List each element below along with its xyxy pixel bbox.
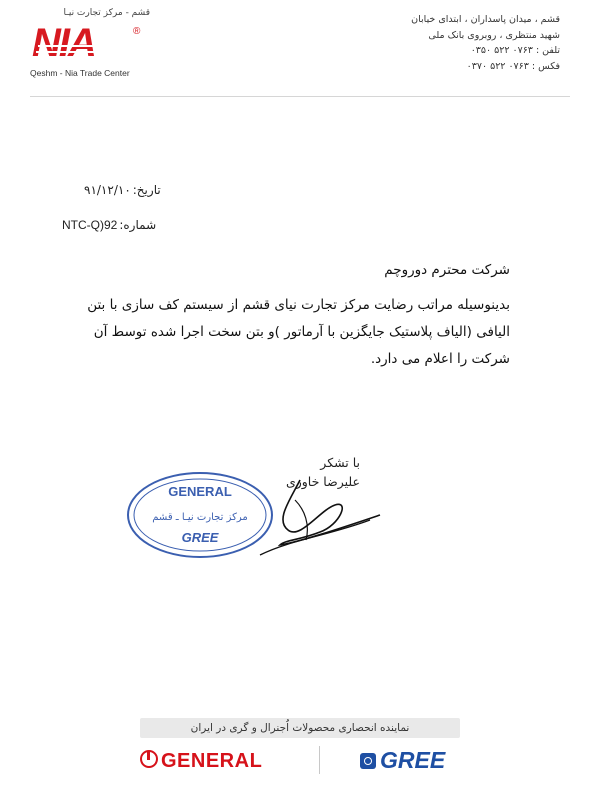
address-line: قشم ، میدان پاسداران ، ابتدای خیابان: [411, 14, 560, 25]
letter-body: [70, 257, 510, 373]
gree-logo: [360, 747, 445, 774]
gree-logo-text: GREE: [380, 747, 446, 773]
body-line: شرکت را اعلام می دارد.: [370, 351, 510, 367]
number-line: [62, 218, 156, 232]
nia-logo: [30, 22, 150, 66]
header-divider: [30, 96, 570, 97]
handwritten-signature: [240, 470, 390, 565]
general-logo: [140, 750, 262, 773]
address-line: شهید منتظری ، روبروی بانک ملی: [428, 29, 560, 41]
logo-top-text: قشم - مرکز تجارت نیـا: [63, 8, 150, 18]
number-value: NTC-Q)92: [62, 218, 118, 232]
logo-subtitle: Qeshm - Nia Trade Center: [30, 68, 130, 78]
company-address: [360, 12, 560, 74]
general-power-icon: [140, 750, 158, 768]
logo-registered: ®: [133, 26, 141, 37]
phone-line: تلفن : ۰۷۶۳ ۵۲۲ ۰۳۵۰: [470, 45, 560, 56]
stamp-top-text: GENERAL: [168, 484, 232, 499]
number-label: شماره:: [119, 218, 157, 232]
body-line: الیافی (الیاف پلاستیک جایگزین با آرماتور )و بتن سخت اجرا شده توسط آن: [93, 324, 510, 340]
gree-mark-icon: [360, 753, 376, 769]
date-value: ۹۱/۱۲/۱۰: [84, 183, 131, 197]
company-logo-block: [30, 8, 150, 78]
footer-logos: [0, 740, 600, 780]
stamp-middle-text: مرکز تجارت نیـا ـ قشم: [152, 512, 248, 523]
footer-divider: [319, 746, 320, 774]
footer-tagline: نماینده انحصاری محصولات اُجنرال و گری در ایران: [140, 718, 460, 738]
signer-name: علیرضا خاوری: [285, 474, 360, 489]
logo-mark-text: NIA: [32, 22, 95, 62]
date-label: تاریخ:: [132, 183, 161, 197]
general-logo-text: GENERAL: [161, 750, 263, 772]
letter-greeting: شرکت محترم دوروچم: [384, 262, 510, 278]
body-line: بدینوسیله مراتب رضایت مرکز تجارت نیای قشم از سیستم کف سازی با بتن: [87, 297, 510, 313]
stamp-bottom-text: GREE: [181, 530, 219, 545]
closing-text: با تشکر: [320, 455, 360, 470]
date-line: [84, 183, 161, 197]
fax-line: فکس : ۰۷۶۳ ۵۲۲ ۰۳۷۰: [466, 60, 560, 72]
